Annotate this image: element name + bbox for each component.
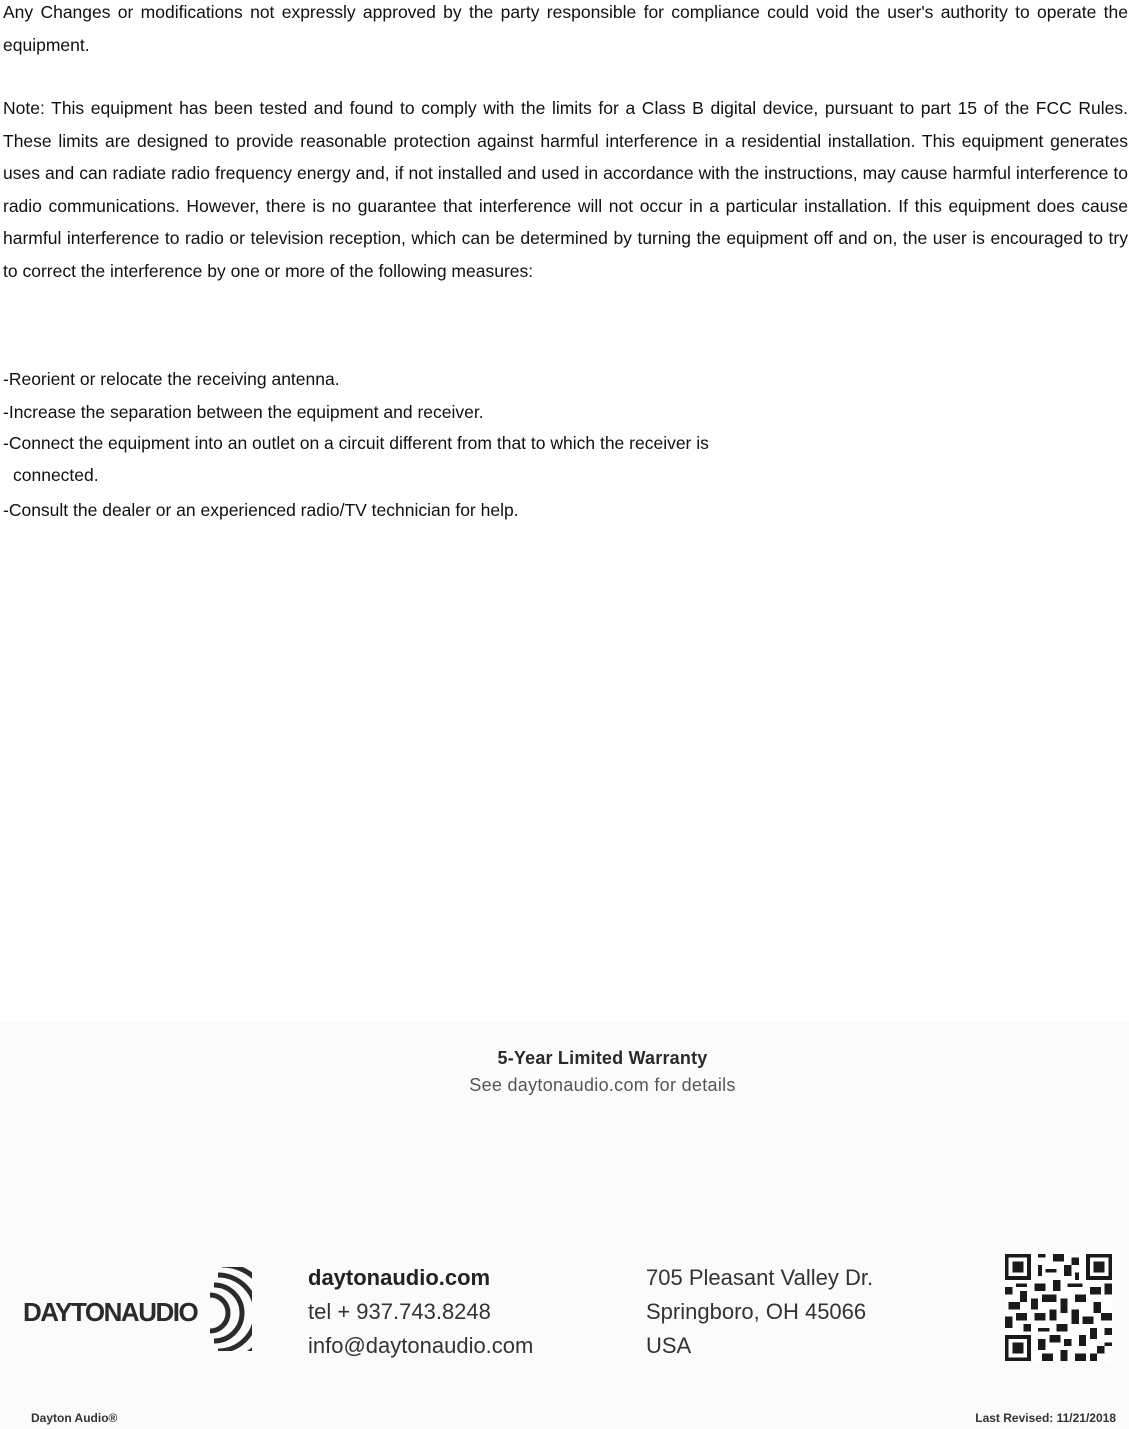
- last-revised-date: Last Revised: 11/21/2018: [975, 1411, 1116, 1425]
- sound-wave-icon: [196, 1267, 252, 1351]
- dayton-audio-logo: [20, 1265, 252, 1355]
- list-item: -Reorient or relocate the receiving antenna.: [3, 369, 340, 389]
- email-address[interactable]: info@daytonaudio.com: [308, 1333, 534, 1358]
- logo-wordmark: DAYTONAUDIO: [23, 1297, 198, 1327]
- warranty-title: 5-Year Limited Warranty: [497, 1048, 708, 1068]
- website-link[interactable]: daytonaudio.com: [308, 1265, 491, 1290]
- list-item: -Consult the dealer or an experienced radio/TV technician for help.: [3, 500, 519, 520]
- address-street: 705 Pleasant Valley Dr.: [646, 1265, 874, 1290]
- list-item: -Increase the separation between the equipment and receiver.: [3, 402, 484, 422]
- warranty-subtitle: See daytonaudio.com for details: [469, 1075, 736, 1095]
- qr-code-icon: [1002, 1254, 1115, 1361]
- list-item: -Connect the equipment into an outlet on a circuit different from that to which the receiver is: [3, 433, 709, 453]
- address-city: Springboro, OH 45066: [646, 1299, 867, 1324]
- company-name: Dayton Audio®: [31, 1411, 118, 1425]
- contact-info: [308, 1261, 533, 1363]
- mailing-address: [646, 1261, 873, 1363]
- fcc-modification-warning: Any Changes or modifications not expressly approved by the party responsible for compliance could void the user's authority to operate the equipment.: [3, 2, 1128, 55]
- phone-number: tel + 937.743.8248: [308, 1299, 491, 1324]
- fcc-class-b-note: Note: This equipment has been tested and found to comply with the limits for a Class B digital device, pursuant to part 15 of the FCC Rules. These limits are designed to provide reasonable protection against harmful interference in a residential installation. This equipment generates uses and can radiate radio frequency energy and, if not installed and used in accordance with the instructions, may cause harmful interference to radio communications. However, there is no guarantee that interference will not occur in a particular installation. If this equipment does cause harmful interference to radio or television reception, which can be determined by turning the equipment off and on, the user is encouraged to try to correct the interference by one or more of the following measures:: [3, 98, 1128, 281]
- address-country: USA: [646, 1333, 692, 1358]
- list-item: connected.: [13, 465, 99, 485]
